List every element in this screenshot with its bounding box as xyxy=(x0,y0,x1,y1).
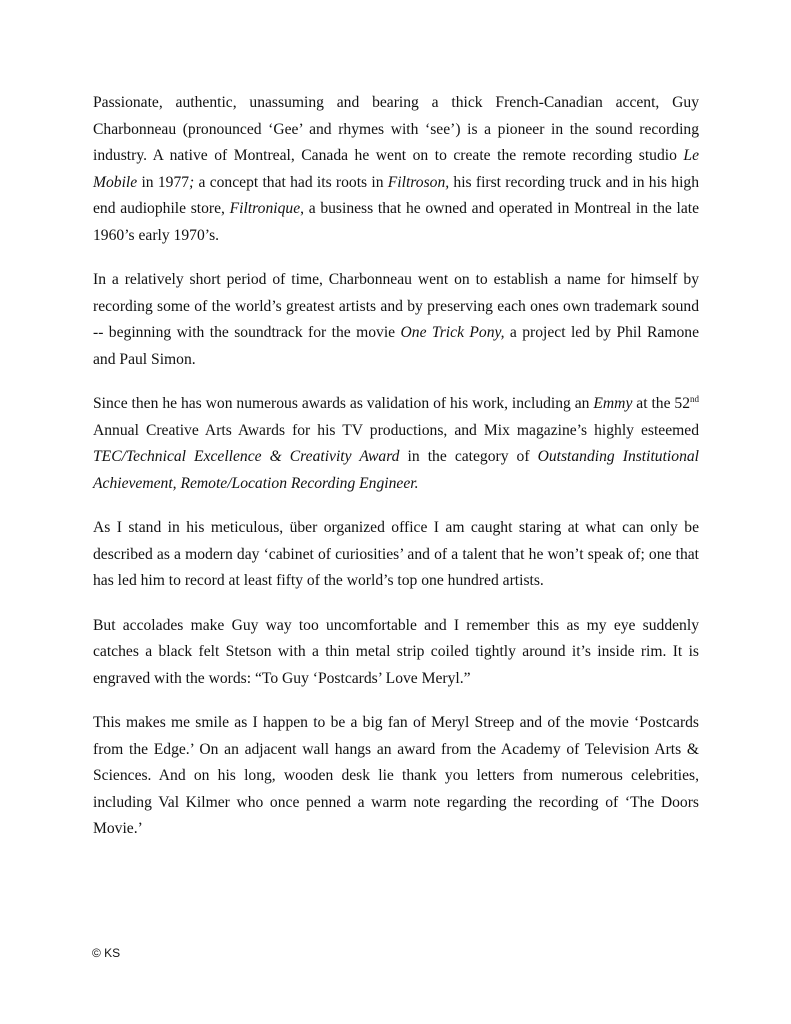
italic-text: Filtroson, xyxy=(387,173,450,191)
text-run: This makes me smile as I happen to be a big fan of Meryl Streep and of the movie ‘Postcards from the Edge.’ On an adjacent wall hangs an award from the Academy of Television Arts & Sciences. And on his long, wooden desk lie thank you letters from numerous celebrities, including Val Kilmer who once penned a warm note regarding the recording of ‘The Doors Movie.’ xyxy=(93,714,699,837)
superscript-text: nd xyxy=(690,394,700,404)
italic-text: Filtronique xyxy=(229,200,301,217)
italic-text: Emmy xyxy=(593,395,633,412)
document-body xyxy=(93,90,699,861)
text-run: As I stand in his meticulous, über organized office I am caught staring at what can only be described as a modern day ‘cabinet of curiosities’ and of a talent that he won’t speak of; one that has led him to record at least fifty of the world’s top one hundred artists. xyxy=(93,519,699,589)
paragraph-4 xyxy=(93,515,699,595)
text-run: in 1977 xyxy=(137,173,190,191)
italic-text: One Trick Pony, xyxy=(400,324,505,341)
paragraph-1 xyxy=(93,90,699,249)
text-run: Since then he has won numerous awards as validation of his work, including an xyxy=(93,395,594,412)
text-run: Passionate, authentic, unassuming and bearing a thick French-Canadian accent, Guy Charbonneau (pronounced ‘Gee’ and rhymes with ‘see’) is a pioneer in the sound recording industry. A native of Montreal, Canada he went on to create the remote recording studio xyxy=(93,94,699,164)
paragraph-3 xyxy=(93,391,699,497)
text-run: a project led by Phil Ramone and Paul Simon. xyxy=(93,324,699,368)
italic-text: ; xyxy=(189,173,195,191)
paragraph-2 xyxy=(93,267,699,373)
text-run: In a relatively short period of time, Charbonneau went on to establish a name for himself by recording some of the world’s greatest artists and by preserving each ones own trademark sound -- beginning with the soundtrack for the movie xyxy=(93,271,699,341)
italic-text: TEC/Technical Excellence & Creativity Award xyxy=(93,448,400,465)
text-run: , a business that he owned and operated in Montreal in the late 1960’s early 1970’s. xyxy=(93,200,700,244)
text-run: at the 52 xyxy=(632,395,691,412)
italic-text: Outstanding Institutional Achievement, Remote/Location Recording Engineer. xyxy=(93,448,699,492)
text-run: in the category of xyxy=(399,448,538,465)
text-run: But accolades make Guy way too uncomfortable and I remember this as my eye suddenly catches a black felt Stetson with a thin metal strip coiled tightly around it’s inside rim. It is engraved with the words: “To Guy ‘Postcards’ Love Meryl.” xyxy=(93,616,699,687)
text-run: his first recording truck and in his high end audiophile store, xyxy=(93,173,700,217)
text-run: a concept that had its roots in xyxy=(194,173,388,191)
copyright-footer: © KS xyxy=(92,946,121,960)
paragraph-6 xyxy=(93,710,699,843)
italic-text: Le Mobile xyxy=(93,147,699,191)
text-run: Annual Creative Arts Awards for his TV productions, and Mix magazine’s highly esteemed xyxy=(93,421,699,439)
paragraph-5 xyxy=(93,613,699,693)
